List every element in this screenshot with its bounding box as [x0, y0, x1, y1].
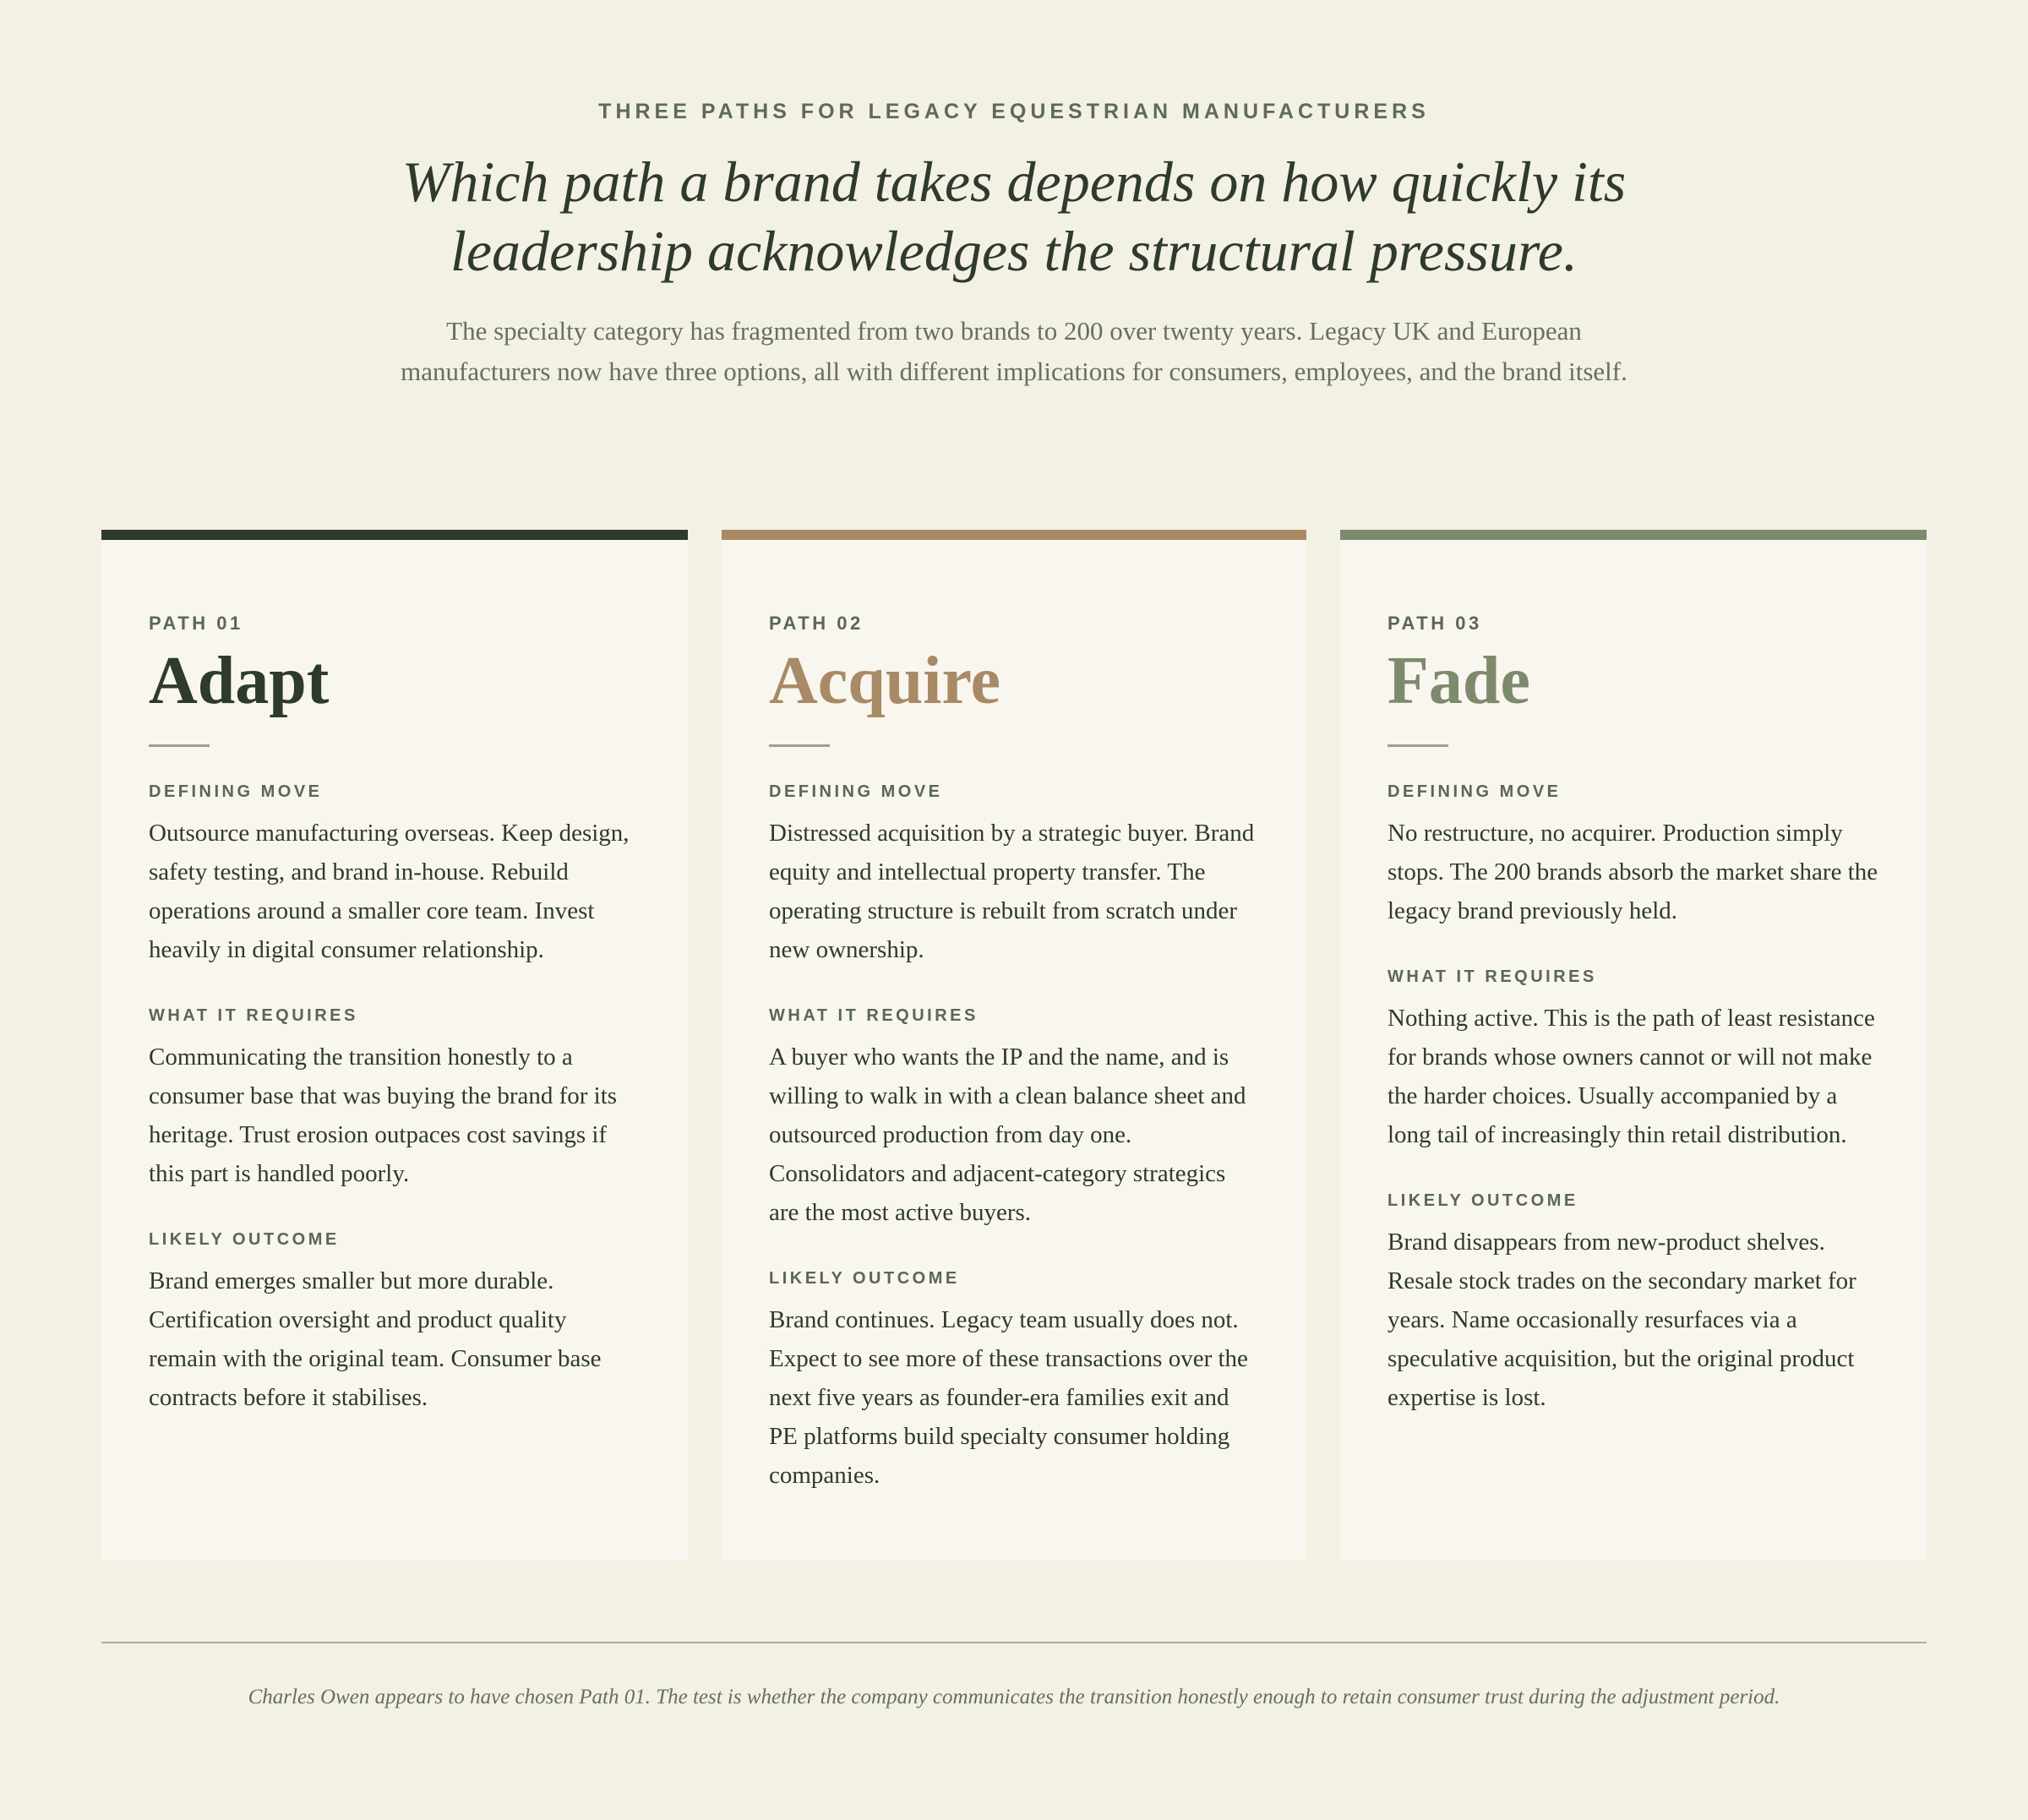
requires-label: WHAT IT REQUIRES	[769, 1006, 979, 1025]
lede: The specialty category has fragmented from two brands to 200 over twenty years. Legacy UK and European manufacturers now have three options, all with different implications for consumers, employees, and the brand itself.	[401, 316, 1627, 386]
defining-move-text: Outsource manufacturing overseas. Keep design, safety testing, and brand in-house. Rebuild operations around a smaller core team. Invest heavily in digital consumer relationship.	[149, 820, 630, 963]
defining-move-text: Distressed acquisition by a strategic buyer. Brand equity and intellectual property transfer. The operating structure is rebuilt from scratch under new ownership.	[769, 820, 1255, 963]
outcome-text: Brand emerges smaller but more durable. Certification oversight and product quality remain with the original team. Consumer base contracts before it stabilises.	[149, 1267, 602, 1411]
defining-move-label: DEFINING MOVE	[769, 782, 943, 801]
footer-note: Charles Owen appears to have chosen Path 01. The test is whether the company communicates the transition honestly enough to retain consumer trust during the adjustment period.	[248, 1686, 1780, 1708]
path-label: PATH 02	[769, 613, 864, 634]
path-card-content	[769, 540, 1259, 1495]
requires-text: Nothing active. This is the path of least resistance for brands whose owners cannot or will not make the harder choices. Usually accompanied by a long tail of increasingly thin retail distribution.	[1387, 1005, 1875, 1148]
outcome-label: LIKELY OUTCOME	[769, 1269, 960, 1288]
defining-move-label: DEFINING MOVE	[1387, 782, 1562, 801]
headline-line-1: Which path a brand takes depends on how quickly its	[401, 150, 1627, 214]
headline-line-2: leadership acknowledges the structural pressure.	[450, 219, 1578, 283]
eyebrow: THREE PATHS FOR LEGACY EQUESTRIAN MANUFACTURERS	[598, 100, 1430, 123]
path-card-fade	[1340, 530, 1927, 1561]
path-card-adapt	[101, 530, 688, 1561]
divider	[149, 744, 210, 747]
path-card-acquire	[722, 530, 1306, 1561]
path-title: Acquire	[769, 644, 1001, 718]
requires-label: WHAT IT REQUIRES	[149, 1006, 358, 1025]
requires-text: Communicating the transition honestly to a consumer base that was buying the brand for its heritage. Trust erosion outpaces cost savings if this part is handled poorly.	[149, 1044, 618, 1187]
path-card-content	[149, 540, 641, 1417]
defining-move-text: No restructure, no acquirer. Production simply stops. The 200 brands absorb the market share the legacy brand previously held.	[1387, 820, 1878, 924]
requires-text: A buyer who wants the IP and the name, and is willing to walk in with a clean balance sheet and outsourced production from day one. Consolidators and adjacent-category strategics are the most active buyers.	[769, 1044, 1246, 1226]
outcome-label: LIKELY OUTCOME	[149, 1230, 340, 1249]
divider	[1387, 744, 1448, 747]
footer-divider	[101, 1642, 1927, 1643]
path-title: Fade	[1387, 644, 1530, 718]
path-title: Adapt	[149, 644, 330, 718]
path-label: PATH 01	[149, 613, 243, 634]
path-label: PATH 03	[1387, 613, 1482, 634]
outcome-label: LIKELY OUTCOME	[1387, 1191, 1578, 1210]
defining-move-label: DEFINING MOVE	[149, 782, 323, 801]
outcome-text: Brand continues. Legacy team usually does not. Expect to see more of these transactions over the next five years as founder-era families exit and PE platforms build specialty consumer holding companies.	[769, 1306, 1248, 1489]
path-card-content	[1387, 540, 1879, 1417]
headline	[338, 147, 1690, 286]
outcome-text: Brand disappears from new-product shelves. Resale stock trades on the secondary market for years. Name occasionally resurfaces via a speculative acquisition, but the original product expertise is lost.	[1387, 1229, 1856, 1411]
divider	[769, 744, 830, 747]
requires-label: WHAT IT REQUIRES	[1387, 967, 1597, 986]
